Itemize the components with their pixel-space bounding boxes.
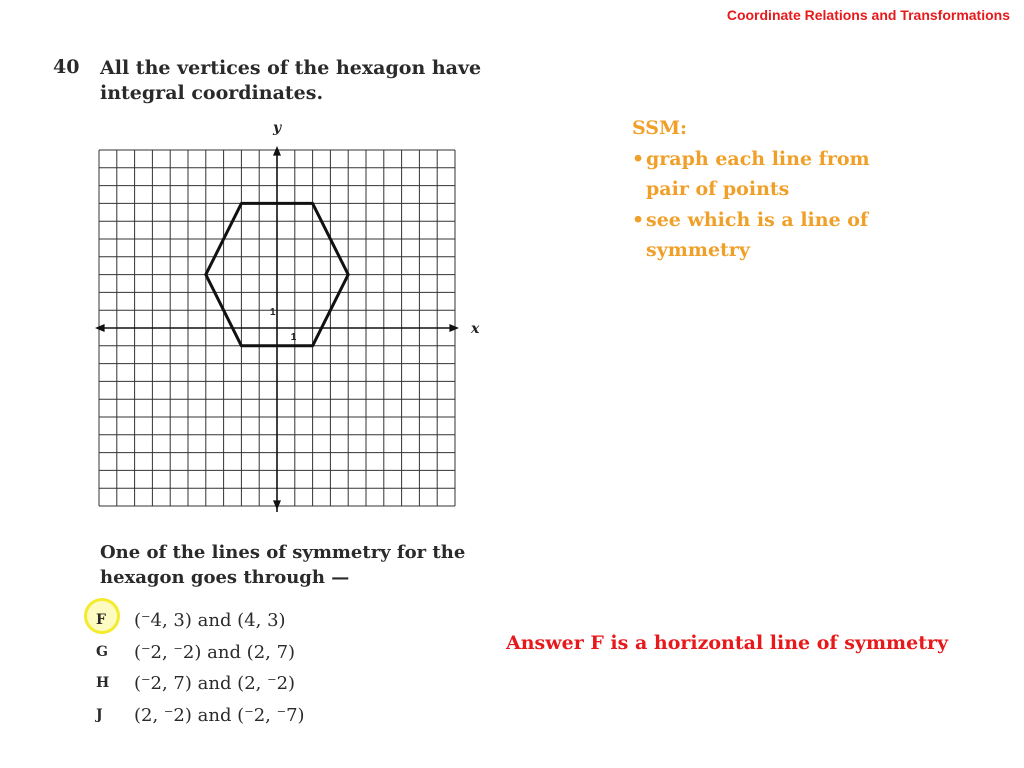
choice-text: (⁻2, ⁻2) and (2, 7)	[134, 641, 296, 663]
x-axis-label: x	[471, 321, 480, 337]
y-axis-label: y	[273, 120, 282, 136]
choice-text: (2, ⁻2) and (⁻2, ⁻7)	[134, 704, 305, 726]
y-arrow-up-icon	[273, 146, 281, 156]
question-stem: All the vertices of the hexagon have integral coordinates.	[100, 57, 482, 104]
bullet-icon: •	[632, 147, 645, 170]
ssm-notes	[632, 113, 892, 266]
choice-letter: J	[96, 706, 103, 723]
choice-letter: H	[96, 675, 110, 691]
question-prompt: One of the lines of symmetry for the hexagon goes through —	[100, 542, 466, 588]
choice-letter: G	[96, 643, 108, 660]
ssm-heading: SSM:	[632, 117, 688, 139]
y-tick-label: 1	[270, 307, 276, 319]
question-number: 40	[53, 56, 80, 78]
x-arrow-right-icon	[449, 324, 459, 332]
ssm-bullet-item	[632, 205, 892, 266]
x-arrow-left-icon	[95, 324, 105, 332]
x-tick-label: 1	[290, 332, 297, 343]
header-title: Coordinate Relations and Transformations	[726, 7, 1010, 23]
grid-svg	[88, 118, 488, 518]
ssm-bullet-list	[632, 144, 892, 266]
bullet-icon: •	[632, 208, 645, 231]
choice-letter: F	[96, 612, 106, 628]
choice-text: (⁻4, 3) and (4, 3)	[134, 610, 286, 631]
ssm-bullet-text: see which is a line of symmetry	[646, 208, 869, 261]
ssm-bullet-text: graph each line from pair of points	[646, 147, 870, 200]
choice-text: (⁻2, 7) and (2, ⁻2)	[134, 673, 296, 694]
answer-note: Answer F is a horizontal line of symmetry	[506, 632, 949, 654]
ssm-bullet-item	[632, 144, 892, 205]
y-arrow-down-icon	[273, 500, 281, 510]
coordinate-grid	[88, 118, 488, 518]
